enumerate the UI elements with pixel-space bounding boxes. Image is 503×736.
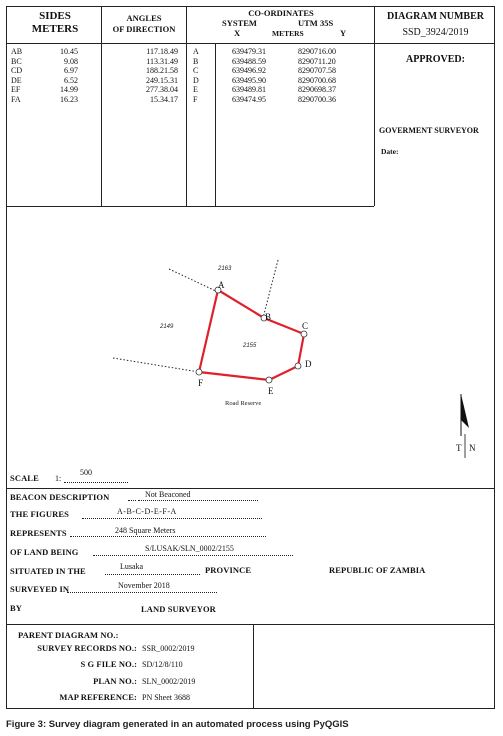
point-y: 8290711.20 bbox=[298, 56, 336, 66]
side-name: BC bbox=[11, 56, 22, 66]
north-label-n: N bbox=[469, 443, 476, 453]
fields-divider bbox=[6, 488, 495, 489]
land-being-label: OF LAND BEING bbox=[10, 547, 79, 557]
road-reserve-label: Road Reserve bbox=[225, 400, 262, 407]
side-length: 14.99 bbox=[60, 85, 78, 94]
boundary-line-north-west bbox=[169, 269, 220, 293]
land-surveyor-label: LAND SURVEYOR bbox=[141, 604, 216, 614]
beacon-description-value: Not Beaconed bbox=[145, 490, 191, 499]
coords-y: Y bbox=[340, 28, 347, 38]
footer-col-divider bbox=[253, 624, 254, 709]
diagram-number-title: DIAGRAM NUMBER bbox=[387, 11, 484, 22]
col-divider-2 bbox=[186, 6, 187, 206]
situated-label: SITUATED IN THE bbox=[10, 566, 86, 576]
represents-value: 248 Square Meters bbox=[115, 526, 176, 535]
beacon-dotted-pre bbox=[128, 500, 136, 501]
map-reference-label: MAP REFERENCE: bbox=[59, 692, 137, 702]
surveyed-dotted-line bbox=[67, 592, 217, 593]
footer-divider bbox=[6, 624, 495, 625]
approved-label: APPROVED: bbox=[406, 54, 465, 65]
neighbor-label-2163: 2163 bbox=[218, 266, 232, 272]
parent-diagram-label: PARENT DIAGRAM NO.: bbox=[18, 630, 119, 640]
province-label: PROVINCE bbox=[205, 565, 252, 575]
side-length: 9.08 bbox=[64, 56, 78, 66]
coords-meters: METERS bbox=[272, 29, 304, 38]
side-length: 6.97 bbox=[64, 66, 78, 75]
point-name: F bbox=[193, 94, 198, 104]
sides-title: SIDES bbox=[39, 10, 71, 22]
point-name: B bbox=[193, 56, 199, 66]
side-name: EF bbox=[11, 85, 21, 94]
by-label: BY bbox=[10, 603, 23, 613]
point-x: 639496.92 bbox=[232, 66, 266, 75]
beacon-c bbox=[301, 331, 307, 337]
figures-dotted-line bbox=[82, 518, 262, 519]
north-label-t: T bbox=[456, 443, 462, 453]
boundary-line-north bbox=[263, 260, 278, 318]
situated-value: Lusaka bbox=[120, 562, 144, 571]
land-being-value: S/LUSAK/SLN_0002/2155 bbox=[145, 544, 234, 553]
parcel-label-2155: 2155 bbox=[243, 343, 257, 349]
boundary-line-west bbox=[113, 358, 199, 372]
figures-label: THE FIGURES bbox=[10, 509, 69, 519]
survey-plot bbox=[6, 206, 495, 464]
plan-no-value: SLN_0002/2019 bbox=[142, 677, 196, 686]
sides-header bbox=[20, 11, 90, 35]
beacon-e bbox=[266, 377, 272, 383]
point-name: D bbox=[193, 75, 199, 85]
point-x: 639488.59 bbox=[232, 56, 266, 66]
point-label-a: A bbox=[218, 280, 225, 290]
side-angle: 113.31.49 bbox=[146, 56, 178, 66]
figure-caption: Figure 3: Survey diagram generated in an automated process using PyQGIS bbox=[6, 719, 349, 730]
side-name: AB bbox=[11, 47, 23, 56]
coords-system: SYSTEM bbox=[222, 18, 257, 28]
point-label-f: F bbox=[198, 378, 204, 388]
surveyed-value: November 2018 bbox=[118, 581, 170, 590]
point-x: 639474.95 bbox=[232, 94, 266, 104]
coords-header bbox=[188, 9, 374, 18]
point-y: 8290698.37 bbox=[298, 85, 336, 94]
scale-dotted-line bbox=[64, 482, 128, 483]
angles-header bbox=[104, 14, 184, 33]
side-length: 16.23 bbox=[60, 94, 78, 104]
diagram-number: SSD_3924/2019 bbox=[402, 27, 469, 38]
point-label-d: D bbox=[305, 359, 312, 369]
approval-date-label: Date: bbox=[381, 147, 399, 156]
beacon-description-label: BEACON DESCRIPTION bbox=[10, 492, 110, 502]
side-name: FA bbox=[11, 94, 21, 104]
point-x: 639479.31 bbox=[232, 47, 266, 56]
sides-subtitle: METERS bbox=[31, 23, 79, 35]
surveyed-label: SURVEYED IN bbox=[10, 584, 70, 594]
beacon-d bbox=[295, 363, 301, 369]
point-y: 8290716.00 bbox=[298, 47, 336, 56]
coords-title: CO-ORDINATES bbox=[248, 8, 314, 18]
point-y: 8290700.68 bbox=[298, 75, 336, 85]
scale-prefix: 1: bbox=[55, 474, 62, 483]
side-length: 6.52 bbox=[64, 75, 78, 85]
survey-records-label: SURVEY RECORDS NO.: bbox=[37, 643, 137, 653]
side-angle: 249.15.31 bbox=[146, 75, 178, 85]
point-y: 8290700.36 bbox=[298, 94, 336, 104]
survey-records-value: SSR_0002/2019 bbox=[142, 644, 195, 653]
republic-label: REPUBLIC OF ZAMBIA bbox=[329, 565, 426, 575]
point-x: 639495.90 bbox=[232, 75, 266, 85]
side-angle: 15.34.17 bbox=[150, 94, 178, 104]
north-arrow bbox=[456, 394, 476, 458]
side-name: DE bbox=[11, 75, 22, 85]
coords-utm: UTM 35S bbox=[298, 18, 334, 28]
figures-value: A-B-C-D-E-F-A bbox=[117, 507, 177, 516]
side-angle: 188.21.58 bbox=[146, 66, 178, 75]
point-label-c: C bbox=[302, 321, 309, 331]
scale-label: SCALE bbox=[10, 473, 39, 483]
side-name: CD bbox=[11, 66, 23, 75]
header-divider bbox=[6, 43, 495, 44]
represents-label: REPRESENTS bbox=[10, 528, 67, 538]
scale-value: 500 bbox=[80, 468, 92, 477]
represents-dotted-line bbox=[70, 536, 266, 537]
north-arrow-icon bbox=[461, 394, 469, 428]
col-divider-pt bbox=[215, 43, 216, 206]
beacon-dotted-line bbox=[138, 500, 258, 501]
side-angle: 277.38.04 bbox=[146, 85, 178, 94]
point-x: 639489.81 bbox=[232, 85, 266, 94]
plan-no-label: PLAN NO.: bbox=[93, 676, 137, 686]
angles-title: ANGLES bbox=[126, 13, 162, 23]
side-angle: 117.18.49 bbox=[146, 47, 178, 56]
beacon-f bbox=[196, 369, 202, 375]
point-name: A bbox=[193, 47, 199, 56]
land-dotted-line bbox=[93, 555, 293, 556]
point-label-b: B bbox=[265, 312, 272, 322]
coords-x: X bbox=[234, 28, 241, 38]
point-name: E bbox=[193, 85, 198, 94]
side-length: 10.45 bbox=[60, 47, 78, 56]
sg-file-value: SD/12/8/110 bbox=[142, 660, 183, 669]
col-divider-1 bbox=[101, 6, 102, 206]
point-label-e: E bbox=[268, 386, 274, 396]
sg-file-label: S G FILE NO.: bbox=[80, 659, 137, 669]
point-name: C bbox=[193, 66, 199, 75]
government-surveyor-label: GOVERMENT SURVEYOR bbox=[379, 126, 479, 135]
neighbor-label-2149: 2149 bbox=[160, 324, 174, 330]
angles-subtitle: OF DIRECTION bbox=[112, 23, 176, 34]
point-y: 8290707.58 bbox=[298, 66, 336, 75]
parcel-boundary bbox=[199, 290, 304, 380]
map-reference-value: PN Sheet 3688 bbox=[142, 693, 190, 702]
col-divider-3 bbox=[374, 6, 375, 206]
situated-dotted-line bbox=[105, 574, 200, 575]
